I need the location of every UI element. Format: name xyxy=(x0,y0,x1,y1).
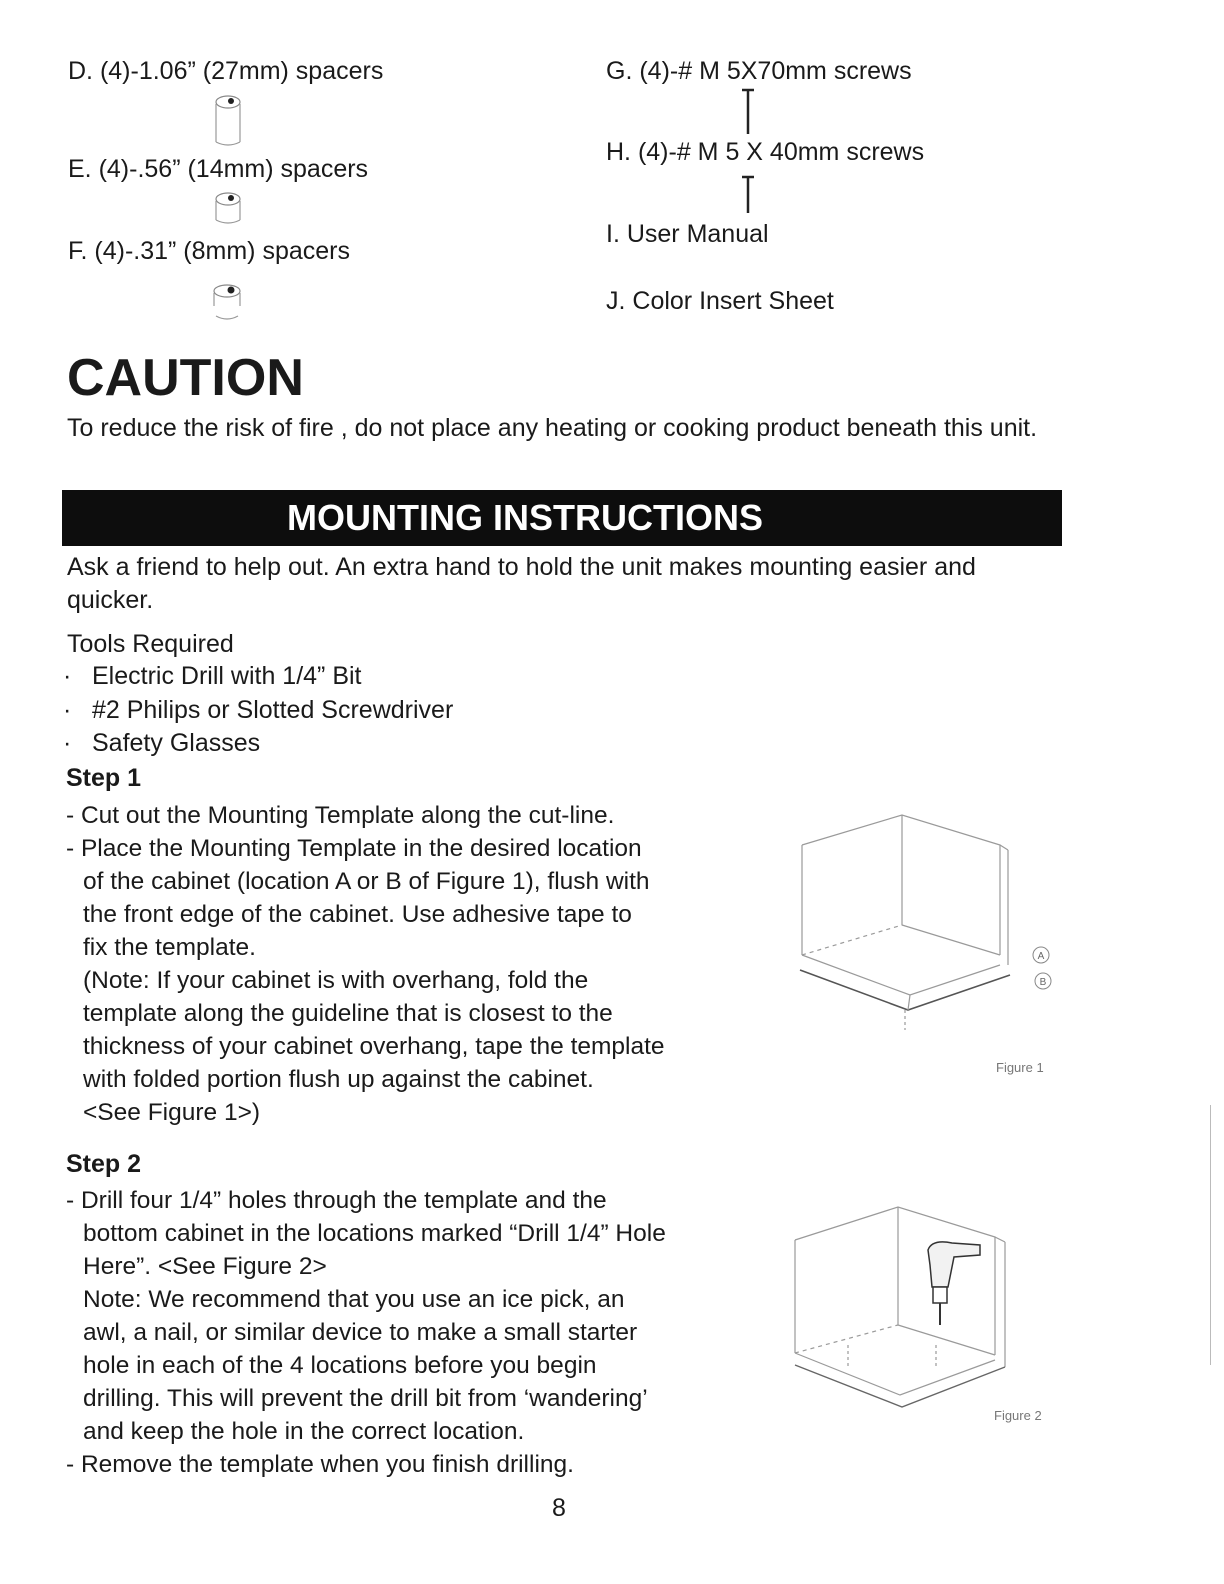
figure-1-caption: Figure 1 xyxy=(996,1060,1044,1075)
bullet-dot: · xyxy=(63,696,72,724)
caution-title: CAUTION xyxy=(67,349,304,407)
part-f-label: F. (4)-.31” (8mm) spacers xyxy=(68,237,350,265)
figure-2-drilling-diagram xyxy=(740,1195,1060,1415)
figure-2-caption: Figure 2 xyxy=(994,1408,1042,1423)
part-e-label: E. (4)-.56” (14mm) spacers xyxy=(68,155,369,183)
step-2-line: Here”. <See Figure 2> xyxy=(83,1253,327,1280)
step-2-line: and keep the hole in the correct location. xyxy=(83,1418,525,1445)
long-screw-icon xyxy=(741,88,755,136)
step-1-title: Step 1 xyxy=(66,764,142,792)
step-2-line: awl, a nail, or similar device to make a small starter xyxy=(83,1319,638,1346)
step-1-line: - Cut out the Mounting Template along the cut-line. xyxy=(66,802,615,829)
step-2-line: Note: We recommend that you use an ice pick, an xyxy=(83,1286,625,1313)
spacer-short-icon xyxy=(210,280,244,322)
part-j-label: J. Color Insert Sheet xyxy=(606,287,834,315)
figure-1-label-a: A xyxy=(1037,951,1045,962)
step-2-title: Step 2 xyxy=(66,1150,142,1178)
step-1-line: fix the template. xyxy=(83,934,256,961)
step-1-line: - Place the Mounting Template in the desired location xyxy=(66,835,642,862)
tool-item xyxy=(63,696,454,725)
step-2-text xyxy=(66,1184,726,1481)
tool-item xyxy=(63,729,261,758)
step-2-line: bottom cabinet in the locations marked “Drill 1/4” Hole xyxy=(83,1220,666,1247)
spacer-medium-icon xyxy=(212,190,244,230)
page-number: 8 xyxy=(552,1494,566,1522)
scan-edge-line xyxy=(1210,1105,1211,1365)
mounting-instructions-banner xyxy=(62,490,1062,546)
step-1-line: (Note: If your cabinet is with overhang, fold the xyxy=(83,967,589,994)
tool-label: Safety Glasses xyxy=(92,729,261,757)
step-1-line: template along the guideline that is closest to the xyxy=(83,1000,613,1027)
step-1-line: with folded portion flush up against the cabinet. xyxy=(83,1066,594,1093)
part-h-label: H. (4)-# M 5 X 40mm screws xyxy=(606,138,925,166)
step-1-text xyxy=(66,799,726,1129)
tools-title: Tools Required xyxy=(67,630,234,658)
spacer-tall-icon xyxy=(212,92,244,150)
tool-label: Electric Drill with 1/4” Bit xyxy=(92,662,362,690)
drill-icon xyxy=(928,1242,980,1325)
step-2-line: drilling. This will prevent the drill bit from ‘wandering’ xyxy=(83,1385,648,1412)
step-1-line: the front edge of the cabinet. Use adhesive tape to xyxy=(83,901,632,928)
step-2-line: hole in each of the 4 locations before you begin xyxy=(83,1352,597,1379)
step-1-line: <See Figure 1>) xyxy=(83,1099,261,1126)
step-2-line: - Remove the template when you finish drilling. xyxy=(66,1451,574,1478)
step-2-line: - Drill four 1/4” holes through the template and the xyxy=(66,1187,607,1214)
part-i-label: I. User Manual xyxy=(606,220,769,248)
tool-label: #2 Philips or Slotted Screwdriver xyxy=(92,696,454,724)
part-g-label: G. (4)-# M 5X70mm screws xyxy=(606,57,912,85)
figure-1-label-b: B xyxy=(1039,977,1047,988)
step-1-line: thickness of your cabinet overhang, tape the template xyxy=(83,1033,665,1060)
figure-1-cabinet-diagram xyxy=(740,805,1060,1055)
part-d-label: D. (4)-1.06” (27mm) spacers xyxy=(68,57,384,85)
short-screw-icon xyxy=(741,175,755,215)
banner-title: MOUNTING INSTRUCTIONS xyxy=(287,497,763,538)
bullet-dot: · xyxy=(63,729,72,757)
step-1-line: of the cabinet (location A or B of Figure 1), flush with xyxy=(83,868,650,895)
tool-item xyxy=(63,662,362,691)
intro-text: Ask a friend to help out. An extra hand to hold the unit makes mounting easier and quicker. xyxy=(67,553,976,614)
bullet-dot: · xyxy=(63,662,72,690)
caution-text: To reduce the risk of fire , do not place any heating or cooking product beneath this unit. xyxy=(67,414,1038,442)
